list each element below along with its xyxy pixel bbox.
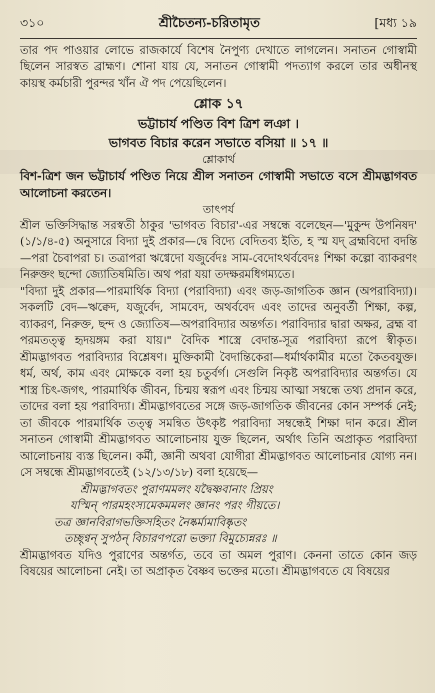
quote-line-4: তচ্ছৃণ্বন্ সুপঠন্ বিচারণপরো ভক্ত্যা বিমুচ্যেন্নরঃ ॥ [64,532,277,546]
purport-paragraph-3: শ্রীমদ্ভাগবত যদিও পুরাণের অন্তর্গত, তবে তা অমল পুরাণ। কেননা তাতে কোন জড় বিষয়ের আলোচনা নেই। তা অপ্রাকৃত বৈষ্ণব ভক্তের মতো। শ্রীমদ্ভাগবতে যে বিষয়ের [20,548,417,579]
purport-paragraph-2: "বিদ্যা দুই প্রকার—পারমার্থিক বিদ্যা (পরাবিদ্যা) এবং জড়-জাগতিক জ্ঞান (অপরাবিদ্যা)। সকলটি বেদ—ঋক্বেদ, যজুর্বেদ, সামবেদ, অথর্ববেদ এবং তাদের অনুবর্তী শিক্ষা, কল্প, ব্যাকরণ, নিরুক্ত, ছন্দ ও জ্যোতিষ—অপরাবিদ্যার অন্তর্গত। পরাবিদ্যার দ্বারা অক্ষর, ব্রহ্ম বা পরমতত্ত্ব হৃদয়ঙ্গম করা যায়।" বৈদিক শাস্ত্রে বেদান্ত-সূত্র পরাবিদ্যা রূপে স্বীকৃত। শ্রীমদ্ভাগবত পরাবিদ্যার বিশ্লেষণ। মুক্তিকামী বৈদান্তিকেরা—ধর্মার্থকামীর মতো কৈতবযুক্ত। ধর্ম, অর্থ, কাম এবং মোক্ষকে বলা হয় চতুর্বর্গ। সেগুলি নিকৃষ্ট অপরাবিদ্যার অন্তর্গত। যে শাস্ত্র চিৎ-জগৎ, পারমার্থিক জীবন, চিন্ময় স্বরূপ এবং চিন্ময় আত্মা সম্বন্ধে তথ্য প্রদান করে, তাদের বলা হয় পরাবিদ্যা। শ্রীমদ্ভাগবতের সঙ্গে জড়-জাগতিক জীবনের কোন সম্পর্ক নেই; তা জীবকে পারমার্থিক তত্ত্ব সমন্বিত উৎকৃষ্ট পরাবিদ্যা সম্বন্ধেই শিক্ষা দান করে। শ্রীল সনাতন গোস্বামী শ্রীমদ্ভাগবত আলোচনায় যুক্ত ছিলেন, অর্থাৎ তিনি অপ্রাকৃত পরাবিদ্যা আলোচনায় ব্যস্ত ছিলেন। কর্মী, জ্ঞানী অথবা যোগীরা শ্রীমদ্ভাগবত আলোচনার যোগ্য নন। সে সম্বন্ধে শ্রীমদ্ভাগবতেই (১২/১৩/১৮) বলা হয়েছে— [20,284,417,480]
quote-line-2: যস্মিন্ পারমহংস্যমেকমমলং জ্ঞানং পরং গীয়তে। [70,499,280,513]
intro-paragraph: তার পদ পাওয়ার লোভে রাজকার্যে বিশেষ নৈপুণ্য দেখাতে লাগলেন। সনাতন গোস্বামী ছিলেন সারস্বত ব্রাহ্মণ। শোনা যায় যে, সনাতন গোস্বামী পদত্যাগ করলে তার অধীনস্থ কায়স্থ কর্মচারী পুরন্দর খাঁন ঐ পদ পেয়েছিলেন। [20,44,417,90]
book-title: শ্রীচৈতন্য-চরিতামৃত [158,16,260,31]
purport-paragraph-1: শ্রীল ভক্তিসিদ্ধান্ত সরস্বতী ঠাকুর 'ভাগবত বিচার'-এর সম্বন্ধে বলেছেন—'মুকুন্দ উপনিষদ' (১/১/৪-৫) অনুসারে বিদ্যা দুই প্রকার—দ্বে বিদ্যে বেদিতব্য ইতি, হ স্ম যদ্ ব্রহ্মবিদো বদন্তি—পরা চৈবাপরা চ। তত্রাপরা ঋগ্বেদো যজুর্বেদঃ সাম-বেদোঽথর্ববেদঃ শিক্ষা কল্পো ব্যাকরণং নিরুক্তং ছন্দো জ্যোতিষমিতি। অথ পরা যয়া তদক্ষরমধিগম্যতে। [20,218,417,282]
page-number: ৩১০ [20,15,45,30]
verse-line-2: ভাগবত বিচার করেন সভাতে বসিয়া ॥ ১৭ ॥ [108,134,329,150]
page-header [20,14,417,39]
verse-label: শ্লোক ১৭ [193,95,244,112]
verse-line-1: ভট্টাচার্য পণ্ডিত বিশ ত্রিশ লঞা । [138,115,299,131]
chapter-section: [মধ্য ১৯ [374,15,417,30]
translation-text: বিশ-ত্রিশ জন ভট্টাচার্য পণ্ডিত নিয়ে শ্রীল সনাতন গোস্বামী সভাতে বসে শ্রীমদ্ভাগবত আলোচনা করতেন। [20,168,417,200]
translation-label: শ্লোকার্থ [202,152,235,166]
quote-line-3: তত্র জ্ঞানবিরাগভক্তিসহিতং নৈষ্কর্ম্যমাবিষ্কৃতং [54,515,247,529]
quote-line-1: শ্রীমদ্ভাগবতং পুরাণমমলং যদ্বৈষ্ণবানাং প্রিয়ং [80,482,273,496]
purport-label: তাৎপর্য [202,202,235,216]
